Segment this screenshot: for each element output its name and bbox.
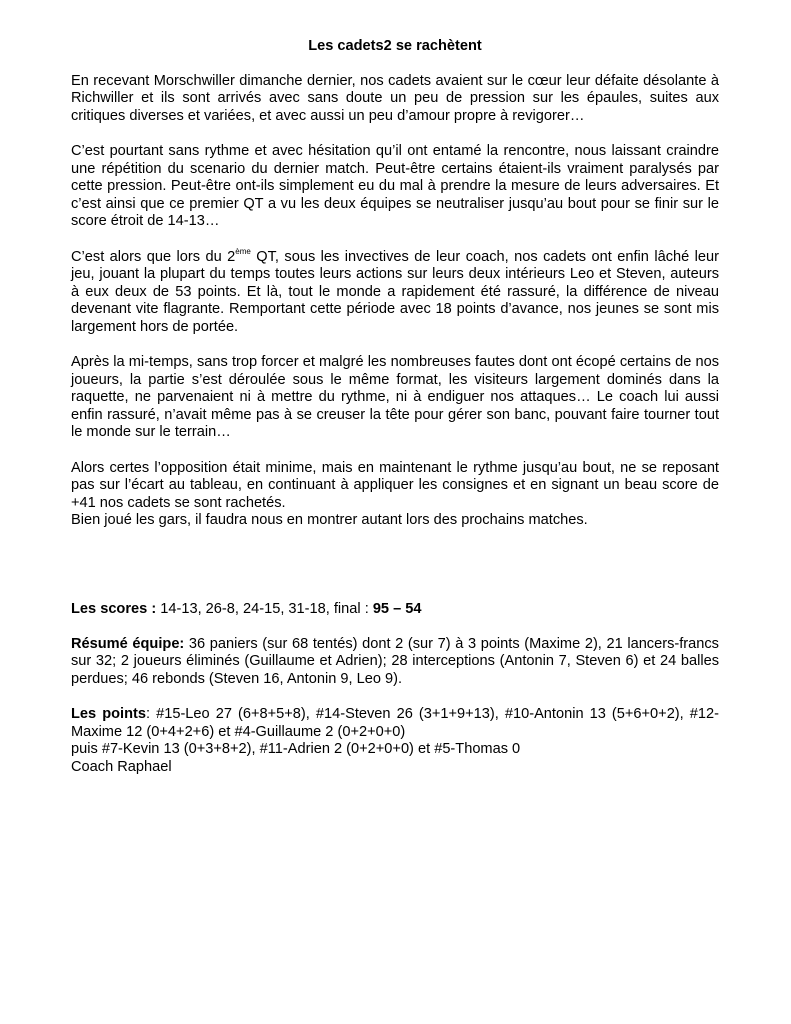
ordinal-superscript: ème [235, 246, 251, 256]
paragraph-conclusion: Alors certes l’opposition était minime, mais en maintenant le rythme jusqu’au bout, ne se reposant pas sur l’écart au tableau, en continuant à appliquer les consignes et en signant un beau score de +41 nos cadets se sont rachetés. [71, 459, 719, 511]
spacer [71, 548, 719, 601]
paragraph-second-quarter-rest: QT, sous les invectives de leur coach, nos cadets ont enfin lâché leur jeu, jouant la plupart du temps toutes leurs actions sur leurs deux intérieurs Leo et Steven, auteurs à eux deux de 53 points. Et là, tout le monde a rapidement été rassuré, la différence de niveau devenant vite flagrante. Remportant cette période avec 18 points d’avance, nos jeunes se sont mis largement hors de portée. [71, 248, 720, 335]
paragraph-second-quarter [71, 246, 720, 337]
scores-final: 95 – 54 [372, 600, 422, 617]
points-label: Les points [71, 706, 146, 723]
scores-quarters: 14-13, 26-8, 24-15, 31-18, final : [156, 600, 373, 617]
paragraph-second-quarter-start: C’est alors que lors du 2 [71, 248, 236, 265]
points-bench-line: puis #7-Kevin 13 (0+3+8+2), #11-Adrien 2 (0+2+0+0) et #5-Thomas 0 [71, 741, 521, 758]
points-line [71, 706, 719, 741]
team-summary-label: Résumé équipe: [71, 635, 185, 652]
scores-label: Les scores : [71, 600, 157, 617]
paragraph-second-half: Après la mi-temps, sans trop forcer et malgré les nombreuses fautes dont ont écopé certains de nos joueurs, la partie s’est déroulée sous le même format, les visiteurs largement dominés dans la raquette, ne parvenaient ni à mettre du rythme, ni à endiguer nos attaques… Le coach lui aussi enfin rassuré, n’avait même pas à se creuser la tête pour gérer son banc, pouvant faire tourner tout le monde sur le terrain… [71, 354, 719, 441]
paragraph-closing-line: Bien joué les gars, il faudra nous en montrer autant lors des prochains matches. [71, 512, 588, 529]
paragraph-intro: En recevant Morschwiller dimanche dernier, nos cadets avaient sur le cœur leur défaite désolante à Richwiller et ils sont arrivés avec sans doute un peu de pression sur les épaules, suites aux critiques diverses et variées, et avec aussi un peu d’amour propre à revigorer… [71, 72, 719, 124]
coach-signature: Coach Raphael [71, 758, 172, 775]
team-summary-text: 36 paniers (sur 68 tentés) dont 2 (sur 7) à 3 points (Maxime 2), 21 lancers-francs sur 32; 2 joueurs éliminés (Guillaume et Adrien); 28 interceptions (Antonin 7, Steven 6) et 24 balles perdues; 46 rebonds (Steven 16, Antonin 9, Leo 9). [71, 635, 719, 687]
paragraph-first-quarter: C’est pourtant sans rythme et avec hésitation qu’il ont entamé la rencontre, nous laissant craindre une répétition du scenario du dernier match. Peut-être certains étaient-ils vraiment paralysés par cette pression. Peut-être ont-ils simplement eu du mal à prendre la mesure de leurs adversaires. Et c’est ainsi que ce premier QT a vu les deux équipes se neutraliser jusqu’au bout pour se finir sur le score étroit de 14-13… [71, 142, 719, 230]
team-summary [71, 636, 719, 689]
points-text: : #15-Leo 27 (6+8+5+8), #14-Steven 26 (3+1+9+13), #10-Antonin 13 (5+6+0+2), #12-Maxime 12 (0+4+2+6) et #4-Guillaume 2 (0+2+0+0) [71, 706, 719, 740]
scores-line [71, 601, 719, 619]
article-title: Les cadets2 se rachètent [308, 38, 482, 54]
article-page [71, 38, 719, 777]
